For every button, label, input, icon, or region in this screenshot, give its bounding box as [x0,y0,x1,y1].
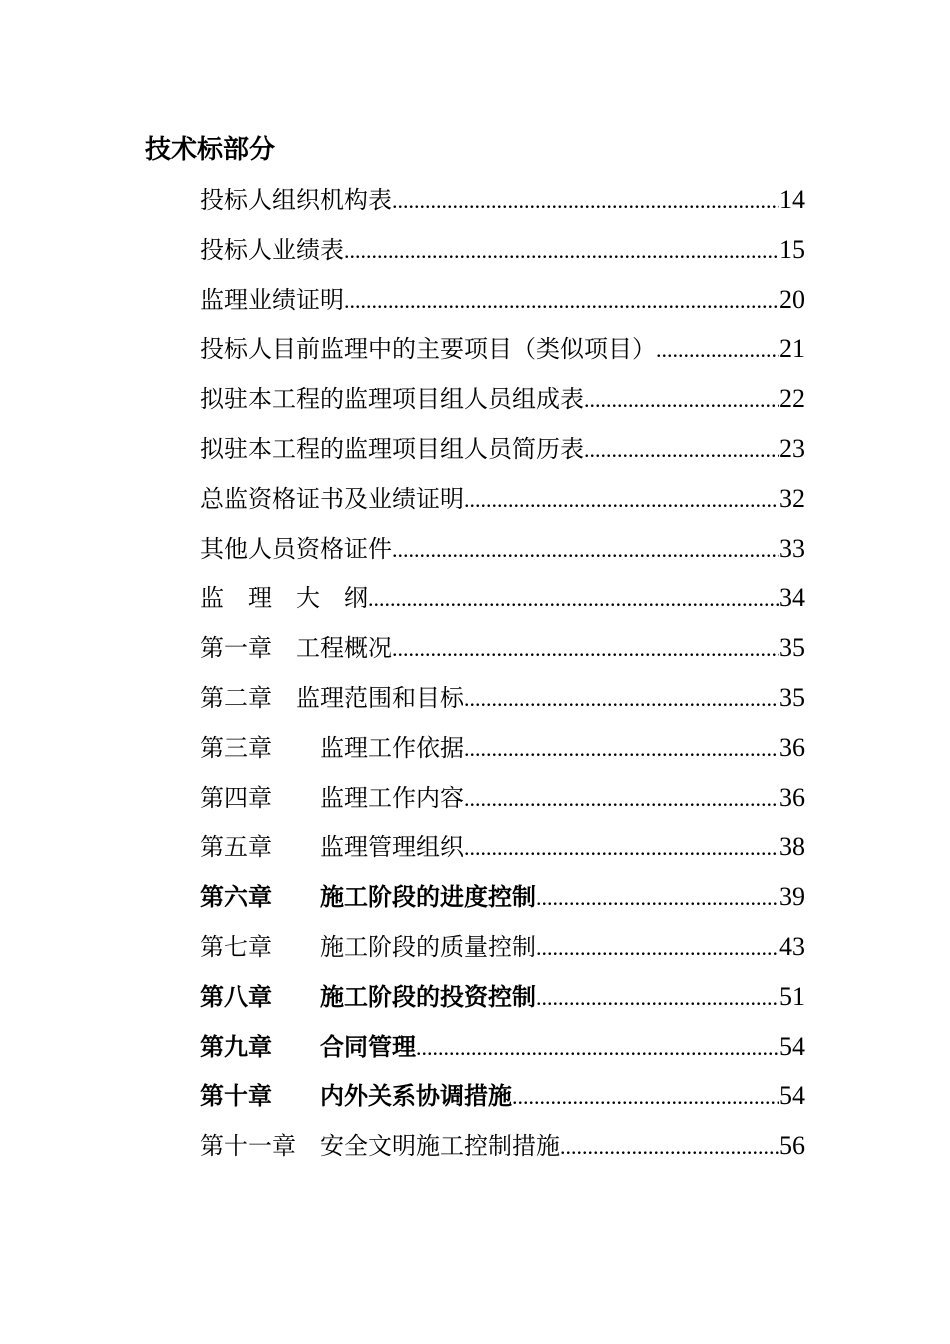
toc-entry[interactable] [200,1126,805,1176]
toc-entry-label: 投标人业绩表 [200,235,344,264]
toc-page-number: 39 [779,882,805,912]
dot-leader [392,181,779,221]
toc-entry-label: 第四章 监理工作内容 [200,783,464,812]
dot-leader [464,779,779,819]
toc-entry[interactable] [200,628,805,678]
toc-page-number: 21 [779,334,805,364]
dot-leader [464,480,779,520]
dot-leader [584,380,779,420]
toc-page-number: 14 [779,185,805,214]
toc-entry-label: 第六章 施工阶段的进度控制 [200,883,536,912]
dot-leader [536,928,779,968]
toc-entry-label: 总监资格证书及业绩证明 [200,484,464,513]
toc-entry-label: 其他人员资格证件 [200,534,392,563]
toc-entry[interactable] [200,379,805,429]
toc-page-number: 35 [779,682,805,712]
toc-page-number: 54 [779,1081,805,1111]
toc-entry-label: 第八章 施工阶段的投资控制 [200,982,536,1011]
toc-entry[interactable] [200,1076,805,1126]
toc-page-number: 36 [779,782,805,812]
toc-entry-label: 监 理 大 纲 [200,584,368,613]
toc-page-number: 51 [779,981,805,1011]
toc-entry[interactable] [200,977,805,1027]
toc-entry[interactable] [200,329,805,379]
dot-leader [560,1127,779,1167]
dot-leader [512,1077,779,1117]
toc-entry-label: 投标人目前监理中的主要项目（类似项目） [200,335,656,364]
section-title: 技术标部分 [145,135,276,165]
toc-page-number: 34 [779,583,805,613]
toc-page-number: 33 [779,533,805,563]
toc-entry[interactable] [200,678,805,728]
toc-page-number: 22 [779,384,805,414]
toc-page-number: 43 [779,931,805,961]
toc-entry[interactable] [200,180,805,230]
toc-entry[interactable] [200,728,805,778]
toc-page-number: 15 [779,234,805,264]
toc-entry[interactable] [200,479,805,529]
toc-page-number: 38 [779,832,805,862]
toc-entry[interactable] [200,877,805,927]
toc-entry[interactable] [200,927,805,977]
toc-entry[interactable] [200,529,805,579]
toc-entry-label: 第一章 工程概况 [200,634,392,663]
dot-leader [464,729,779,769]
toc-entry-label: 第九章 合同管理 [200,1032,416,1061]
dot-leader [464,828,779,868]
toc-page-number: 23 [779,433,805,463]
toc-entry-label: 第三章 监理工作依据 [200,733,464,762]
dot-leader [584,430,779,470]
dot-leader [368,579,779,619]
toc-page-number: 20 [779,284,805,314]
toc-entry[interactable] [200,827,805,877]
toc-page-number: 35 [779,633,805,663]
dot-leader [344,281,779,321]
dot-leader [392,629,779,669]
toc-page-number: 56 [779,1131,805,1161]
toc-entry-label: 拟驻本工程的监理项目组人员组成表 [200,385,584,414]
toc-entry-label: 第五章 监理管理组织 [200,833,464,862]
toc-entry[interactable] [200,230,805,280]
toc-entry-label: 第十章 内外关系协调措施 [200,1082,512,1111]
toc-page-number: 32 [779,483,805,513]
table-of-contents [200,180,805,1176]
toc-entry[interactable] [200,578,805,628]
toc-entry[interactable] [200,280,805,330]
dot-leader [344,231,779,271]
toc-entry[interactable] [200,1027,805,1077]
toc-page-number: 54 [779,1031,805,1061]
dot-leader [392,530,779,570]
toc-entry[interactable] [200,778,805,828]
toc-entry[interactable] [200,429,805,479]
toc-entry-label: 拟驻本工程的监理项目组人员简历表 [200,434,584,463]
dot-leader [464,679,779,719]
toc-entry-label: 投标人组织机构表 [200,186,392,214]
toc-entry-label: 第十一章 安全文明施工控制措施 [200,1132,560,1161]
dot-leader [536,878,779,918]
toc-page-number: 36 [779,732,805,762]
toc-entry-label: 第七章 施工阶段的质量控制 [200,932,536,961]
dot-leader [656,330,779,370]
toc-entry-label: 监理业绩证明 [200,285,344,314]
dot-leader [536,978,779,1018]
dot-leader [416,1028,779,1068]
toc-entry-label: 第二章 监理范围和目标 [200,683,464,712]
